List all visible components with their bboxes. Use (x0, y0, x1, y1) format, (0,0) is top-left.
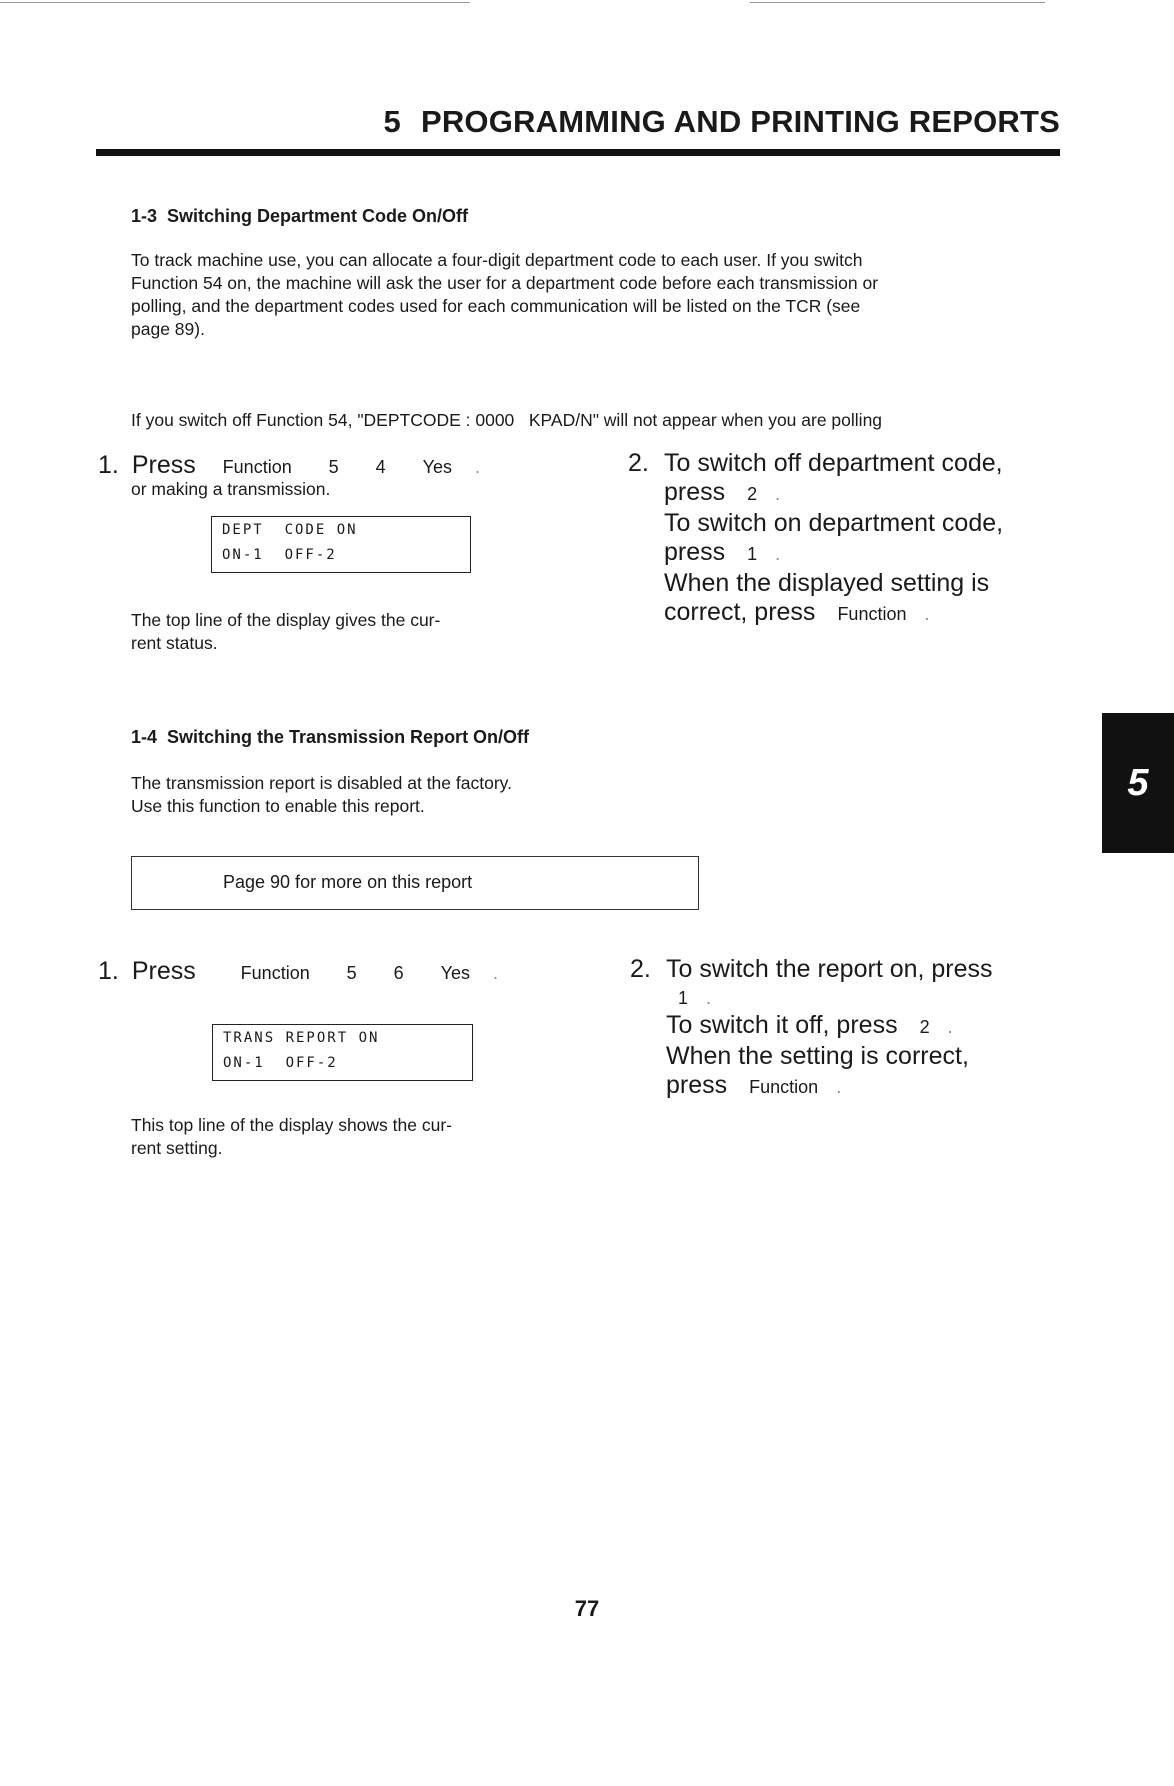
note-line: or making a transmission. (131, 479, 331, 499)
step-line: To switch it off, press (666, 1011, 898, 1039)
punctuation: . (706, 988, 712, 1008)
punctuation: . (924, 604, 930, 624)
reference-text: Page 90 for more on this report (223, 872, 473, 892)
note-line: If you switch off Function 54, "DEPTCODE : 0000 KPAD/N" will not appear when you are polling (131, 410, 883, 430)
step-line: press (666, 1071, 728, 1099)
function-key: Function (749, 1077, 819, 1097)
step-1-report (98, 957, 498, 988)
note-line: rent status. (131, 633, 218, 653)
note-line: This top line of the display shows the cur- (131, 1115, 452, 1135)
lcd-display-report (212, 1024, 473, 1081)
step-line: press (664, 538, 726, 566)
step-line: press (664, 478, 726, 506)
step-number: 2. (628, 449, 649, 477)
section-1-3-intro (131, 249, 1071, 341)
step-line: To switch off department code, (664, 449, 1003, 477)
step-line: To switch on department code, (664, 509, 1004, 537)
punctuation: . (775, 544, 781, 564)
intro-line: Function 54 on, the machine will ask the user for a department code before each transmission or (131, 273, 879, 293)
chapter-tab (1102, 713, 1174, 853)
page-number: 77 (574, 1596, 600, 1621)
step-number: 1. (98, 957, 119, 985)
digit-key: 2 (747, 484, 758, 504)
digit-key: 1 (678, 988, 689, 1008)
yes-key: Yes (440, 963, 470, 983)
step-2-report (630, 955, 651, 984)
step-1-dept (98, 451, 480, 482)
lcd-line-2: ON-1 OFF-2 (222, 547, 337, 563)
lcd-line-1: TRANS REPORT ON (223, 1030, 380, 1046)
punctuation: . (474, 457, 480, 477)
section-number: 1-4 (131, 727, 158, 747)
top-edge-line (0, 2, 470, 3)
digit-key: 5 (328, 457, 339, 477)
digit-key: 6 (393, 963, 404, 983)
intro-line: The transmission report is disabled at the factory. (131, 773, 512, 793)
punctuation: . (947, 1017, 953, 1037)
digit-key: 2 (919, 1017, 930, 1037)
punctuation: . (775, 484, 781, 504)
section-title: Switching Department Code On/Off (167, 206, 469, 226)
step-line: When the displayed setting is (664, 569, 990, 597)
function-key: Function (240, 963, 310, 983)
step-number: 1. (98, 451, 119, 479)
lcd-display-dept (211, 516, 471, 573)
digit-key: 5 (346, 963, 357, 983)
function-key: Function (222, 457, 292, 477)
punctuation: . (492, 963, 498, 983)
yes-key: Yes (422, 457, 452, 477)
intro-line: polling, and the department codes used for each communication will be listed on the TCR (see (131, 296, 861, 316)
top-edge-line (750, 2, 1045, 3)
chapter-number: 5 (383, 104, 401, 139)
step-2-dept (628, 449, 649, 478)
lcd-line-1: DEPT CODE ON (222, 522, 358, 538)
section-1-4-heading (131, 727, 529, 748)
step-verb: Press (131, 957, 196, 985)
intro-line: To track machine use, you can allocate a four-digit department code to each user. If you switch (131, 250, 863, 270)
reference-box (131, 856, 699, 910)
step-number: 2. (630, 955, 651, 983)
intro-line: page 89). (131, 319, 205, 339)
digit-key: 4 (375, 457, 386, 477)
step-2-dept-text (664, 449, 1003, 629)
lcd-line-2: ON-1 OFF-2 (223, 1055, 338, 1071)
step-line: When the setting is correct, (666, 1042, 969, 1070)
step-verb: Press (131, 451, 196, 479)
chapter-title-text: PROGRAMMING AND PRINTING REPORTS (420, 104, 1060, 139)
section-1-4-intro (131, 772, 512, 818)
title-rule (96, 149, 1060, 156)
section-number: 1-3 (131, 206, 158, 226)
intro-line: Use this function to enable this report. (131, 796, 425, 816)
note-line: rent setting. (131, 1138, 223, 1158)
step-line: correct, press (664, 598, 816, 626)
note-line: The top line of the display gives the cur- (131, 610, 441, 630)
chapter-title (300, 104, 1060, 140)
function-key: Function (837, 604, 907, 624)
chapter-tab-label: 5 (1127, 761, 1149, 804)
step-line: To switch the report on, press (666, 955, 993, 983)
section-title: Switching the Transmission Report On/Off (167, 727, 530, 747)
display-note-dept (131, 609, 440, 655)
punctuation: . (836, 1077, 842, 1097)
display-note-report (131, 1114, 452, 1160)
digit-key: 1 (747, 544, 758, 564)
section-1-3-heading (131, 206, 468, 227)
step-2-report-text (666, 955, 993, 1102)
